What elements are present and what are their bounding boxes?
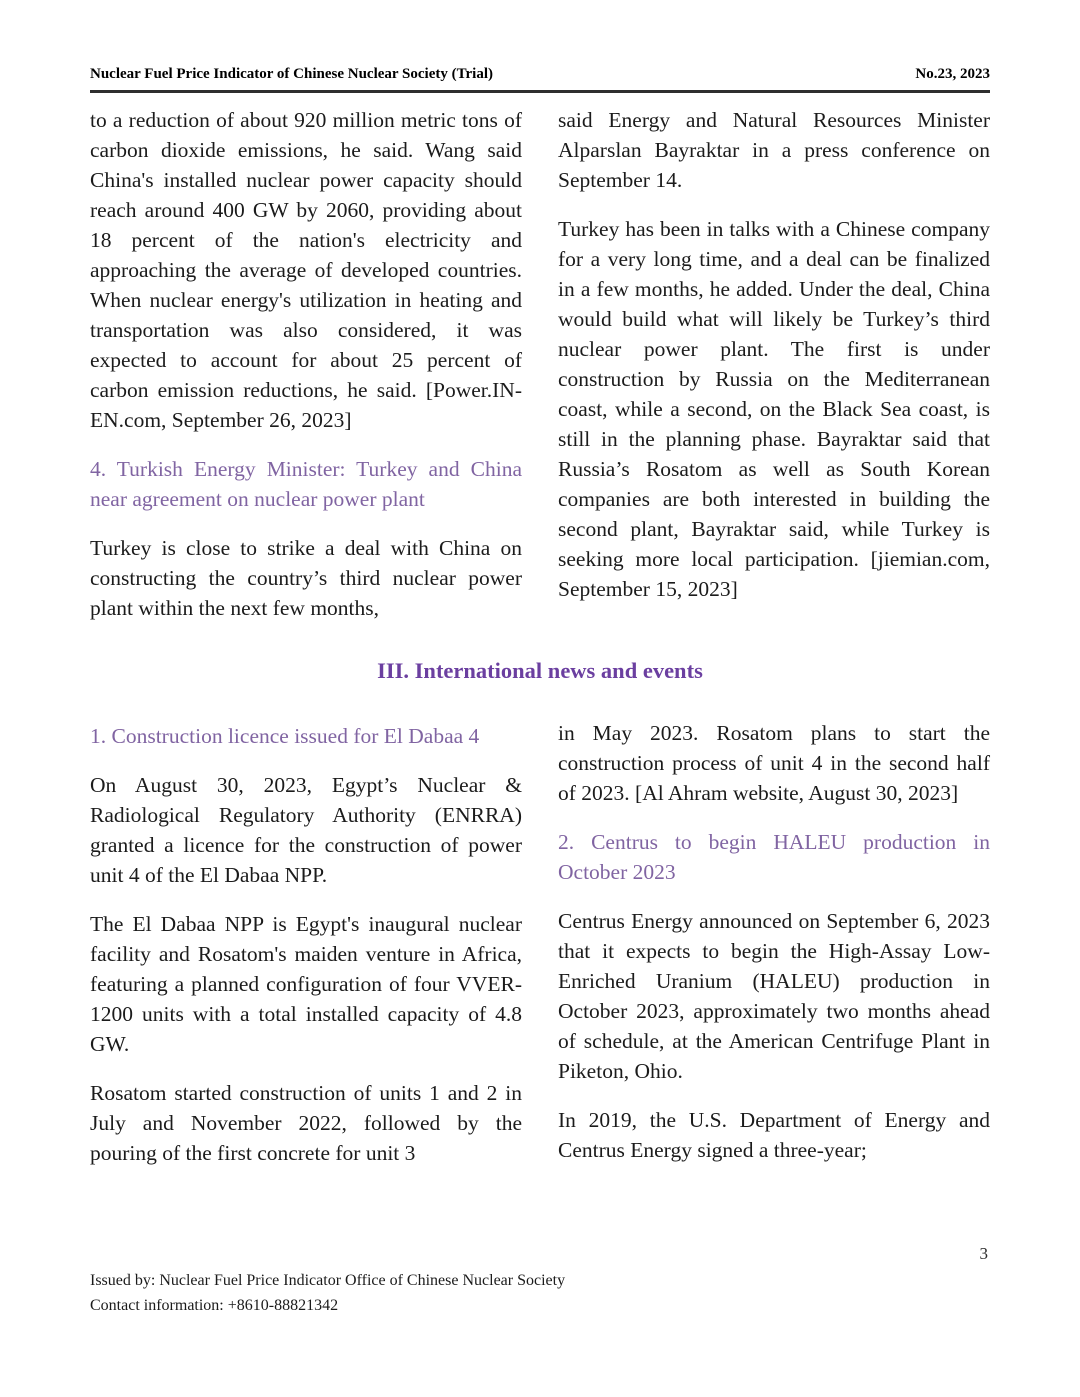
top-right-column bbox=[558, 105, 990, 642]
article-heading-centrus: 2. Centrus to begin HALEU production in October 2023 bbox=[558, 830, 990, 884]
international-left-column bbox=[90, 718, 522, 1187]
section-heading-international: III. International news and events bbox=[377, 658, 703, 683]
page-content bbox=[0, 66, 1080, 1187]
body-paragraph: Rosatom started construction of units 1 and 2 in July and November 2022, followed by the pouring of the first concrete for unit 3 bbox=[90, 1081, 522, 1165]
footer-issued-by: Issued by: Nuclear Fuel Price Indicator Office of Chinese Nuclear Society bbox=[90, 1272, 566, 1289]
header-title: Nuclear Fuel Price Indicator of Chinese Nuclear Society (Trial) bbox=[90, 66, 493, 82]
body-paragraph: On August 30, 2023, Egypt’s Nuclear & Radiological Regulatory Authority (ENRRA) granted a licence for the construction of power unit 4 of the El Dabaa NPP. bbox=[90, 773, 522, 887]
international-right-column bbox=[558, 718, 990, 1187]
article-heading-el-dabaa: 1. Construction licence issued for El Dabaa 4 bbox=[90, 724, 480, 748]
body-paragraph: In 2019, the U.S. Department of Energy and Centrus Energy signed a three-year; bbox=[558, 1108, 990, 1162]
top-left-column bbox=[90, 105, 522, 642]
body-paragraph: said Energy and Natural Resources Minister Alparslan Bayraktar in a press conference on September 14. bbox=[558, 108, 990, 192]
body-paragraph: Turkey has been in talks with a Chinese company for a very long time, and a deal can be finalized in a few months, he added. Under the deal, China would build what will likely be Turkey’s third nuclear power plant. The first is under construction by Russia on the Mediterranean coast, while a second, on the Black Sea coast, is still in the planning phase. Bayraktar said that Russia’s Rosatom as well as South Korean companies are both interested in building the second plant, Bayraktar said, while Turkey is seeking more local participation. [jiemian.com, September 15, 2023] bbox=[558, 217, 990, 601]
article-heading-turkey: 4. Turkish Energy Minister: Turkey and China near agreement on nuclear power plant bbox=[90, 457, 522, 511]
page-header bbox=[90, 66, 990, 93]
page-number: 3 bbox=[979, 1244, 988, 1263]
top-two-column-section bbox=[90, 105, 990, 642]
body-paragraph: in May 2023. Rosatom plans to start the construction process of unit 4 in the second half of 2023. [Al Ahram website, August 30, 2023] bbox=[558, 721, 990, 805]
international-two-column-section bbox=[90, 718, 990, 1187]
body-paragraph: The El Dabaa NPP is Egypt's inaugural nuclear facility and Rosatom's maiden venture in Africa, featuring a planned configuration of four VVER-1200 units with a total installed capacity of 4.8 GW. bbox=[90, 912, 522, 1056]
body-paragraph: to a reduction of about 920 million metric tons of carbon dioxide emissions, he said. Wang said China's installed nuclear power capacity should reach around 400 GW by 2060, providing about 18 percent of the nation's electricity and approaching the average of developed countries. When nuclear energy's utilization in heating and transportation was also considered, it was expected to account for about 25 percent of carbon emission reductions, he said. [Power.IN-EN.com, September 26, 2023] bbox=[90, 108, 522, 432]
footer-contact: Contact information: +8610-88821342 bbox=[90, 1297, 339, 1314]
header-issue-number: No.23, 2023 bbox=[915, 66, 990, 82]
body-paragraph: Turkey is close to strike a deal with China on constructing the country’s third nuclear power plant within the next few months, bbox=[90, 536, 522, 620]
page-footer bbox=[90, 1268, 565, 1318]
body-paragraph: Centrus Energy announced on September 6, 2023 that it expects to begin the High-Assay Low-Enriched Uranium (HALEU) production in October 2023, approximately two months ahead of schedule, at the American Centrifuge Plant in Piketon, Ohio. bbox=[558, 909, 990, 1083]
